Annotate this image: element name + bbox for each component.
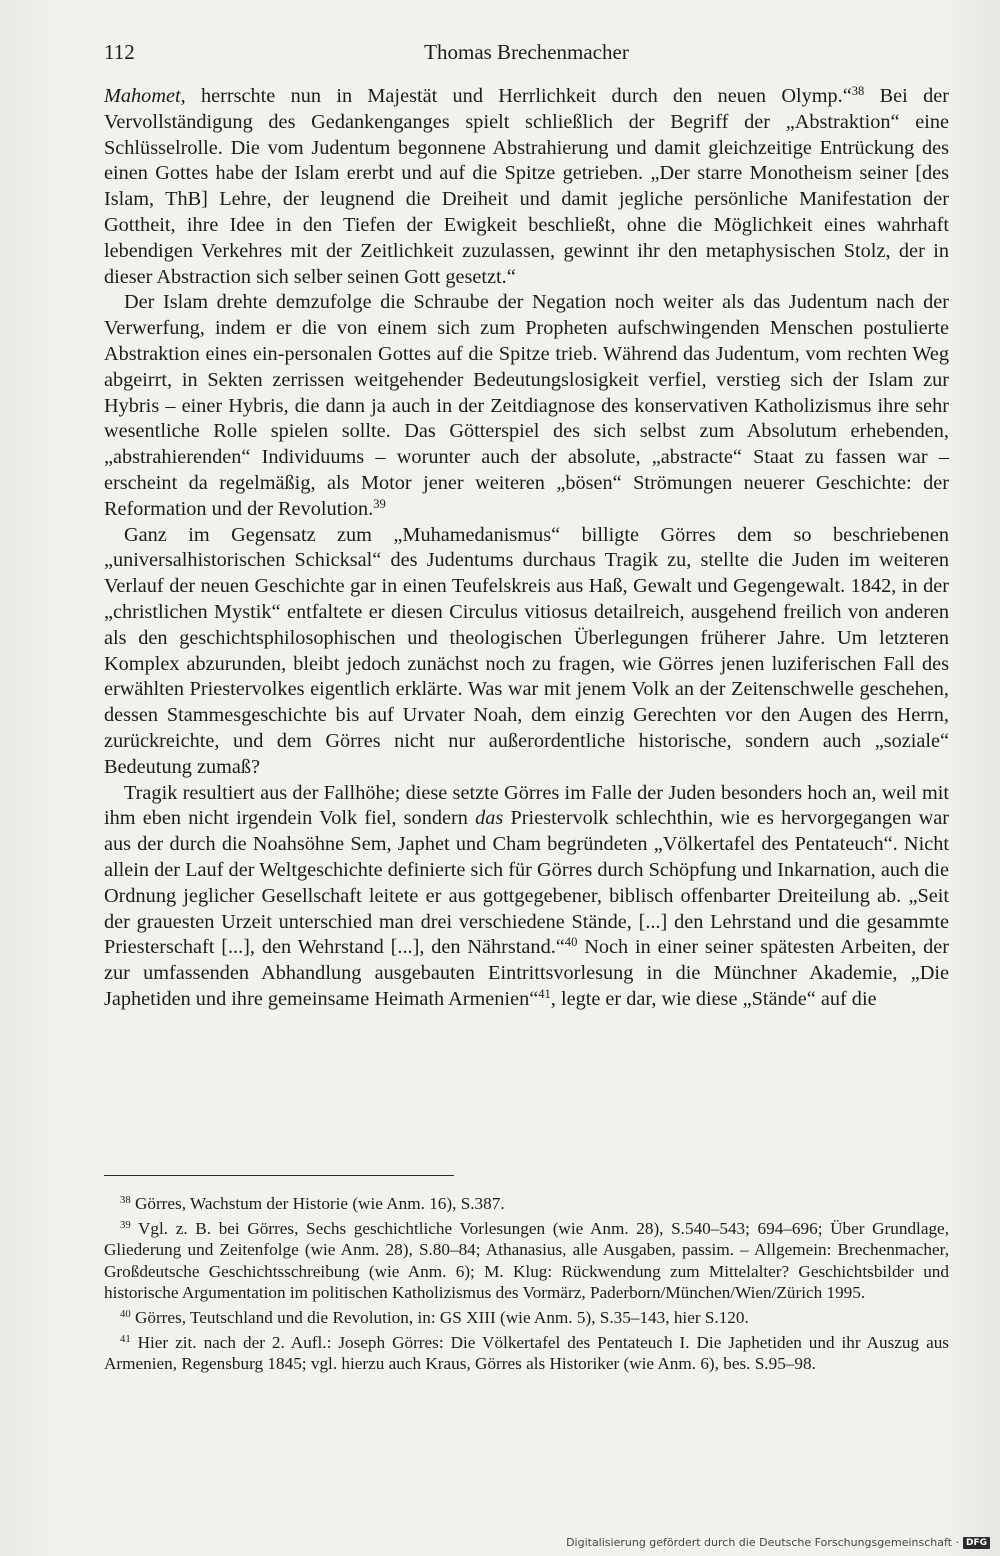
- footnote-text: Görres, Wachstum der Historie (wie Anm. 16), S.387.: [130, 1194, 505, 1213]
- footnote-number: 41: [120, 1333, 131, 1345]
- footnote: [104, 1332, 949, 1375]
- footnote-text: Hier zit. nach der 2. Aufl.: Joseph Görres: Die Völkertafel des Pentateuch I. Die Japhetiden und ihr Auszug aus Armenien, Regensburg 1845; vgl. hierzu auch Kraus, Görres als Historiker (wie Anm. 6), bes. S.95–98.: [104, 1332, 949, 1374]
- italic-text: das: [475, 807, 504, 830]
- text-segment: Tragik resultiert aus der Fallhöhe; diese setzte Görres im Falle der Juden besonders hoch an, weil mit ihm eben nicht irgendein Volk fiel, sondern: [104, 781, 949, 830]
- italic-text: Mahomet,: [104, 85, 186, 107]
- footnote-text: Vgl. z. B. bei Görres, Sechs geschichtliche Vorlesungen (wie Anm. 28), S.540–543; 694–696; Über Grundlage, Gliederung und Zeitenfolge (wie Anm. 28), S.80–84; Athanasius, alle Ausgaben, passim. – Allgemein: Brechenmacher, Großdeutsche Geschichtsschreibung (wie Anm. 6); M. Klug: Rückwendung zum Mittelalter? Geschichtsbilder und historische Argumentation im politischen Katholizismus des Vormärz, Paderborn/München/Wien/Zürich 1995.: [104, 1218, 949, 1303]
- text-segment: Priestervolk schlechthin, wie es hervorgegangen war aus der durch die Noahsöhne Sem, Japhet und Cham begründeten „Völkertafel des Pentateuch“. Nicht allein der Lauf der Weltgeschichte definierte sich für Görres durch Schöpfung und Inkarnation, auch die Ordnung jeglicher Gesellschaft leitete er aus gottgegebener, biblisch offenbarter Dreiteilung ab. „Seit der grauesten Urzeit unterschied man drei verschiedene Stände, [...] den Lehrstand und die gesammte Priesterschaft [...], den Wehrstand [...], den Nährstand.“: [104, 807, 949, 959]
- text-segment: , legte er dar, wie diese „Stände“ auf die: [550, 987, 877, 1010]
- text-segment: Noch in einer seiner spätesten Arbeiten, der zur umfassenden Abhandlung ausgebauten Eintrittsvorlesung in die Münchner Akademie, „Die Japhetiden und ihre gemeinsame Heimath Armenien“: [104, 936, 949, 1010]
- credit-text: Digitalisierung gefördert durch die Deutsche Forschungsgemeinschaft ·: [566, 1536, 959, 1549]
- paragraph: [104, 84, 949, 290]
- digitization-credit: [566, 1536, 990, 1549]
- footnote-separator: [104, 1175, 454, 1176]
- text-segment: herrschte nun in Majestät und Herrlichkeit durch den neuen Olymp.“: [185, 85, 852, 107]
- footnote-number: 39: [120, 1219, 131, 1231]
- footnote-text: Görres, Teutschland und die Revolution, in: GS XIII (wie Anm. 5), S.35–143, hier S.120.: [130, 1307, 749, 1327]
- footnote: [104, 1193, 949, 1215]
- page-number: 112: [104, 40, 135, 64]
- footnote: [104, 1218, 949, 1304]
- footnote-number: 38: [120, 1195, 131, 1207]
- paragraph: [104, 523, 949, 781]
- text-segment: Der Islam drehte demzufolge die Schraube der Negation noch weiter als das Judentum nach der Verwerfung, indem er die von einem sich zum Propheten aufschwingenden Menschen postulierte Abstraktion eines ein-personalen Gottes auf die Spitze trieb. Während das Judentum, vom rechten Weg abgeirrt, in Sekten zerrissen weitgehender Bedeutungslosigkeit verfiel, verstieg sich der Islam zur Hybris – einer Hybris, die dann ja auch in der Zeitdiagnose des konservativen Katholizismus ihre sehr wesentliche Rolle spielen sollte. Das Götterspiel des sich selbst zum Absolutum erhebenden, „abstrahierenden“ Individuums – worunter auch der absolute, „abstracte“ Staat zu fassen war – erscheint da regelmäßig, als Motor jener weiteren „bösen“ Strömungen neuerer Geschichte: der Reformation und der Revolution.: [104, 291, 949, 520]
- footnote-ref: 41: [538, 986, 551, 1001]
- footnote-number: 40: [120, 1309, 131, 1321]
- dfg-logo-icon: DFG: [963, 1537, 990, 1549]
- text-segment: Ganz im Gegensatz zum „Muhamedanismus“ billigte Görres dem so beschriebenen „universalhistorischen Schicksal“ des Judentums durchaus Tragik zu, stellte die Juden im weiteren Verlauf der neuen Geschichte gar in einen Teufelskreis aus Haß, Gewalt und Gegengewalt. 1842, in der „christlichen Mystik“ entfaltete er diesen Circulus vitiosus detailreich, ausgehend freilich von anderen als den geschichtsphilosophischen und theologischen Überlegungen früherer Jahre. Um letzteren Komplex abzurunden, bleibt jedoch zunächst noch zu fragen, wie Görres jenen luziferischen Fall des erwählten Priestervolkes eigentlich erklärte. Was war mit jenem Volk an der Zeitenschwelle geschehen, dessen Stammesgeschichte bis auf Urvater Noah, dem einzig Gerechten vor den Augen des Herrn, zurückreichte, und dem Görres nicht nur außerordentliche historische, sondern auch „soziale“ Bedeutung zumaß?: [104, 523, 949, 778]
- body-text: [104, 84, 949, 1013]
- paragraph: [104, 781, 949, 1013]
- footnotes: [104, 1193, 949, 1378]
- text-segment: Bei der Vervollständigung des Gedankenganges spielt schließlich der Begriff der „Abstraktion“ eine Schlüsselrolle. Die vom Judentum begonnene Abstrahierung und damit gleichzeitige Entrückung des einen Gottes habe der Islam ererbt und auf die Spitze getrieben. „Der starre Monotheism seiner [des Islam, ThB] Lehre, der leugnend die Dreiheit und damit jegliche persönliche Manifestation der Gottheit, ihre Idee in den Tiefen der Ewigkeit beschließt, ohne die Möglichkeit eines wahrhaft lebendigen Verkehres mit der Zeitlichkeit zuzulassen, gewinnt ihr den metaphysischen Stolz, der in dieser Abstraction sich selber seinen Gott gesetzt.“: [104, 85, 949, 288]
- footnote-ref: 38: [851, 84, 865, 99]
- running-head: Thomas Brechenmacher: [424, 40, 629, 64]
- footnote: [104, 1307, 949, 1329]
- footnote-ref: 40: [564, 935, 578, 950]
- page-header: [104, 40, 949, 70]
- footnote-ref: 39: [373, 496, 386, 511]
- paragraph: [104, 290, 949, 522]
